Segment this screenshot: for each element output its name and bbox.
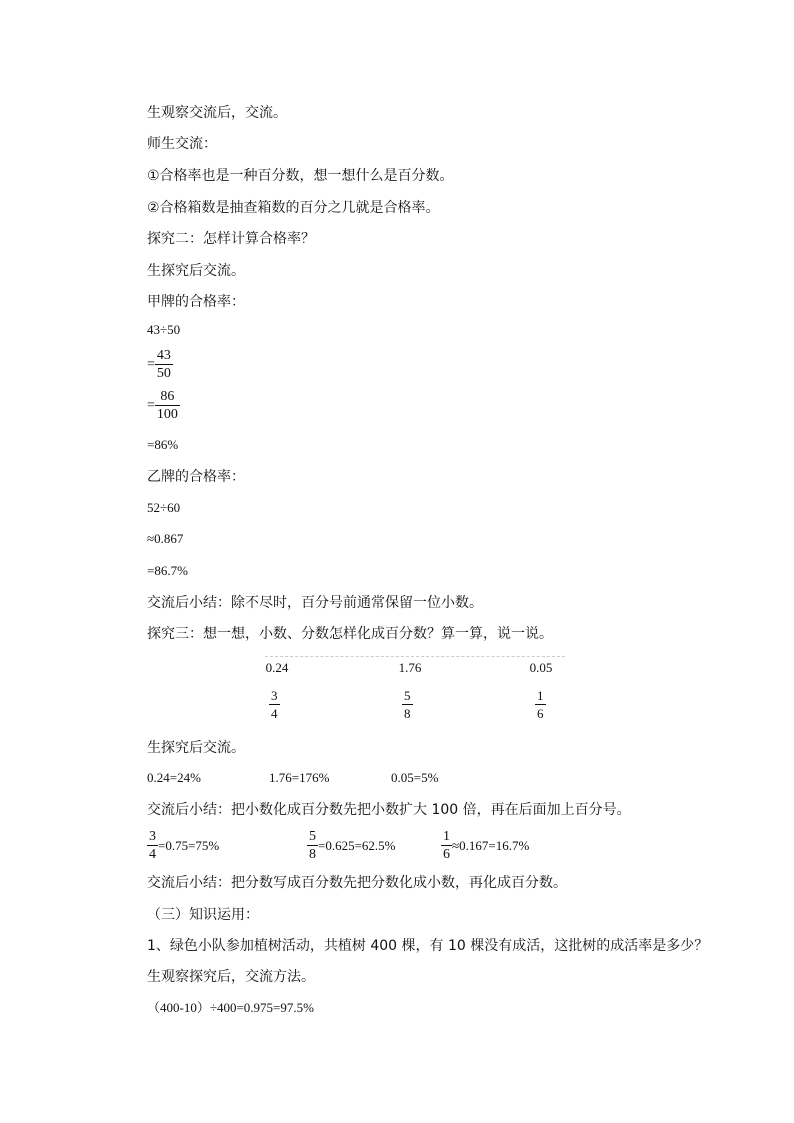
fraction-43-50 (147, 347, 173, 382)
table-fraction-3 (535, 687, 546, 722)
section-heading: （三）知识运用： (147, 907, 259, 923)
section-heading: 探究三：想一想，小数、分数怎样化成百分数？算一算，说一说。 (147, 626, 553, 642)
text-line: 乙牌的合格率： (147, 469, 245, 485)
math-line: =86.7% (147, 563, 188, 578)
text-line: 师生交流： (147, 136, 217, 152)
conversion-1-6 (441, 828, 529, 863)
summary-line: 交流后小结：把分数写成百分数先把分数化成小数，再化成百分数。 (147, 875, 567, 891)
math-line: 52÷60 (147, 500, 181, 515)
section-heading: 探究二：怎样计算合格率？ (147, 231, 315, 247)
problem-text: 1、绿色小队参加植树活动，共植树 400 棵，有 10 棵没有成活，这批树的成活率是多少？ (147, 938, 709, 954)
text-line: 生观察交流后，交流。 (147, 105, 287, 121)
equals-sign: = (147, 397, 155, 413)
table-divider (265, 656, 565, 657)
fraction-86-100 (147, 388, 180, 423)
denominator: 6 (537, 706, 544, 721)
text-line: 生探究后交流。 (147, 740, 245, 756)
math-line: ≈0.867 (147, 531, 184, 546)
conversion-result: =0.75=75% (158, 837, 220, 853)
denominator: 50 (156, 366, 171, 381)
equals-sign: = (147, 356, 155, 372)
denominator: 4 (149, 847, 156, 862)
conversion-result: =0.625=62.5% (318, 837, 396, 853)
numerator: 86 (160, 389, 175, 404)
table-fraction-2 (402, 687, 413, 722)
numerator: 5 (309, 829, 316, 844)
denominator: 100 (156, 407, 178, 422)
summary-line: 交流后小结：把小数化成百分数先把小数扩大 100 倍，再在后面加上百分号。 (147, 802, 631, 818)
math-line: =86% (147, 437, 179, 452)
numerator: 5 (404, 688, 411, 703)
math-line: 43÷50 (147, 322, 181, 337)
denominator: 6 (443, 847, 450, 862)
text-line: 生探究后交流。 (147, 263, 245, 279)
numerator: 3 (271, 688, 278, 703)
table-decimal-1: 0.24 (265, 660, 289, 675)
math-line: 0.24=24% (147, 770, 201, 785)
numerator: 1 (443, 829, 450, 844)
text-line: 生观察探究后，交流方法。 (147, 969, 315, 985)
summary-line: 交流后小结：除不尽时，百分号前通常保留一位小数。 (147, 595, 483, 611)
conversion-result: ≈0.167=16.7% (452, 837, 530, 853)
numerator: 1 (537, 688, 544, 703)
conversion-5-8 (307, 828, 396, 863)
math-line: 1.76=176% (269, 770, 330, 785)
math-line: （400-10）÷400=0.975=97.5% (147, 1000, 314, 1015)
numerator: 43 (156, 348, 171, 363)
math-line: 0.05=5% (391, 770, 439, 785)
text-line: ②合格箱数是抽查箱数的百分之几就是合格率。 (147, 200, 440, 216)
text-line: 甲牌的合格率： (147, 294, 245, 310)
denominator: 4 (271, 706, 278, 721)
denominator: 8 (404, 706, 411, 721)
conversion-3-4 (147, 828, 219, 863)
text-line: ①合格率也是一种百分数，想一想什么是百分数。 (147, 168, 454, 184)
denominator: 8 (309, 847, 316, 862)
table-fraction-1 (269, 687, 280, 722)
numerator: 3 (149, 829, 156, 844)
table-decimal-3: 0.05 (529, 660, 553, 675)
table-decimal-2: 1.76 (398, 660, 422, 675)
